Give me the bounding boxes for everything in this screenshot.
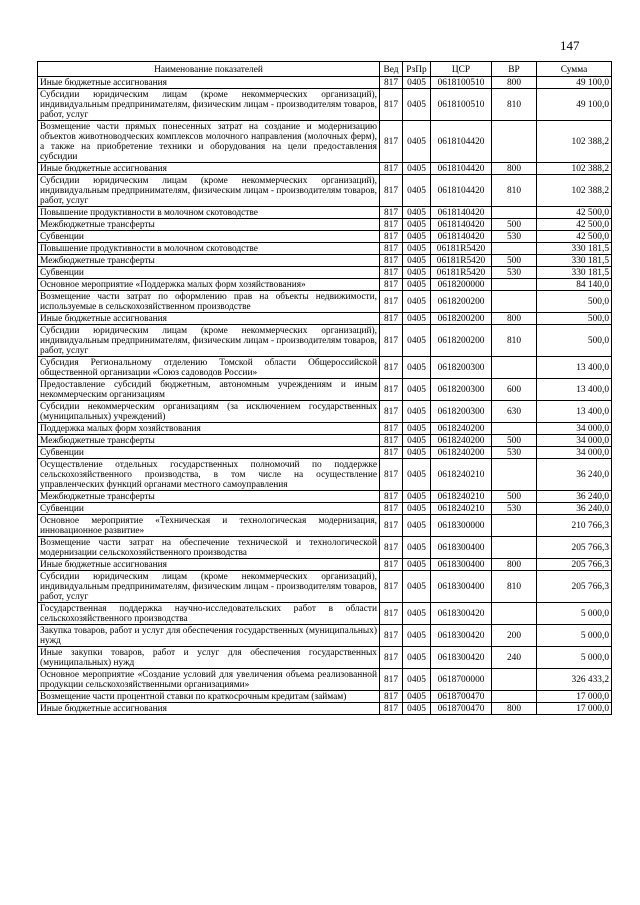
table-row	[38, 243, 612, 255]
cell-name: Межбюджетные трансферты	[38, 255, 380, 267]
cell-csr: 0618300000	[431, 515, 492, 537]
cell-ved: 817	[380, 267, 403, 279]
cell-csr: 0618200300	[431, 357, 492, 379]
cell-name: Возмещение части затрат на обеспечение технической и технологической модернизации сельскохозяйственного производства	[38, 537, 380, 559]
cell-sum: 34 000,0	[537, 435, 612, 447]
cell-vr: 200	[492, 625, 537, 647]
cell-name: Повышение продуктивности в молочном скотоводстве	[38, 207, 380, 219]
cell-vr	[492, 691, 537, 703]
cell-rzpr: 0405	[403, 267, 431, 279]
cell-sum: 36 240,0	[537, 459, 612, 491]
table-row	[38, 207, 612, 219]
cell-name: Межбюджетные трансферты	[38, 435, 380, 447]
table-row	[38, 219, 612, 231]
cell-name: Осуществление отдельных государственных полномочий по поддержке сельскохозяйственного производства, в том числе на осуществление управленческих функций органами местного самоуправления	[38, 459, 380, 491]
cell-rzpr: 0405	[403, 515, 431, 537]
table-row	[38, 435, 612, 447]
cell-csr: 0618700470	[431, 691, 492, 703]
cell-rzpr: 0405	[403, 401, 431, 423]
cell-ved: 817	[380, 515, 403, 537]
table-row	[38, 325, 612, 357]
cell-rzpr: 0405	[403, 537, 431, 559]
cell-csr: 06181R5420	[431, 255, 492, 267]
cell-csr: 0618200000	[431, 279, 492, 291]
cell-rzpr: 0405	[403, 379, 431, 401]
cell-sum: 42 500,0	[537, 219, 612, 231]
cell-ved: 817	[380, 325, 403, 357]
table-row	[38, 121, 612, 163]
cell-rzpr: 0405	[403, 625, 431, 647]
cell-sum: 42 500,0	[537, 231, 612, 243]
cell-vr: 530	[492, 267, 537, 279]
cell-ved: 817	[380, 313, 403, 325]
cell-rzpr: 0405	[403, 89, 431, 121]
cell-sum: 13 400,0	[537, 357, 612, 379]
cell-ved: 817	[380, 447, 403, 459]
cell-csr: 0618104420	[431, 163, 492, 175]
cell-csr: 0618300420	[431, 647, 492, 669]
table-row	[38, 603, 612, 625]
cell-csr: 0618200300	[431, 379, 492, 401]
cell-sum: 49 100,0	[537, 89, 612, 121]
cell-csr: 0618240210	[431, 459, 492, 491]
cell-name: Предоставление субсидий бюджетным, автономным учреждениям и иным некоммерческим организациям	[38, 379, 380, 401]
cell-csr: 0618240200	[431, 435, 492, 447]
cell-sum: 102 388,2	[537, 163, 612, 175]
cell-sum: 17 000,0	[537, 703, 612, 715]
budget-table	[37, 61, 612, 715]
table-row	[38, 291, 612, 313]
cell-sum: 36 240,0	[537, 491, 612, 503]
cell-name: Возмещение части затрат по оформлению прав на объекты недвижимости, используемые в сельскохозяйственном производстве	[38, 291, 380, 313]
table-row	[38, 491, 612, 503]
cell-name: Субсидии юридическим лицам (кроме некоммерческих организаций), индивидуальным предпринимателям, физическим лицам - производителям товаров, работ, услуг	[38, 571, 380, 603]
cell-vr	[492, 121, 537, 163]
cell-rzpr: 0405	[403, 703, 431, 715]
cell-csr: 0618300400	[431, 537, 492, 559]
cell-ved: 817	[380, 401, 403, 423]
cell-vr	[492, 423, 537, 435]
cell-sum: 17 000,0	[537, 691, 612, 703]
cell-sum: 13 400,0	[537, 379, 612, 401]
cell-csr: 0618100510	[431, 77, 492, 89]
cell-vr	[492, 515, 537, 537]
cell-name: Субсидии юридическим лицам (кроме некоммерческих организаций), индивидуальным предпринимателям, физическим лицам - производителям товаров, работ, услуг	[38, 89, 380, 121]
cell-ved: 817	[380, 255, 403, 267]
cell-name: Основное мероприятие «Техническая и технологическая модернизация, инновационное развитие»	[38, 515, 380, 537]
cell-ved: 817	[380, 423, 403, 435]
cell-ved: 817	[380, 207, 403, 219]
cell-name: Иные закупки товаров, работ и услуг для обеспечения государственных (муниципальных) нужд	[38, 647, 380, 669]
table-row	[38, 313, 612, 325]
cell-vr: 800	[492, 703, 537, 715]
cell-rzpr: 0405	[403, 571, 431, 603]
cell-rzpr: 0405	[403, 435, 431, 447]
cell-sum: 34 000,0	[537, 447, 612, 459]
table-row	[38, 625, 612, 647]
cell-sum: 102 388,2	[537, 121, 612, 163]
cell-csr: 0618300400	[431, 571, 492, 603]
cell-name: Иные бюджетные ассигнования	[38, 559, 380, 571]
cell-csr: 0618240200	[431, 447, 492, 459]
cell-ved: 817	[380, 163, 403, 175]
cell-vr: 810	[492, 175, 537, 207]
table-body	[38, 77, 612, 715]
cell-csr: 0618200200	[431, 313, 492, 325]
cell-vr: 800	[492, 163, 537, 175]
cell-csr: 0618200200	[431, 325, 492, 357]
cell-ved: 817	[380, 243, 403, 255]
cell-vr	[492, 459, 537, 491]
cell-rzpr: 0405	[403, 313, 431, 325]
cell-name: Межбюджетные трансферты	[38, 219, 380, 231]
cell-csr: 0618700000	[431, 669, 492, 691]
cell-rzpr: 0405	[403, 219, 431, 231]
cell-vr	[492, 603, 537, 625]
cell-sum: 5 000,0	[537, 647, 612, 669]
cell-name: Субвенции	[38, 503, 380, 515]
cell-rzpr: 0405	[403, 163, 431, 175]
cell-vr: 500	[492, 255, 537, 267]
cell-vr	[492, 669, 537, 691]
cell-ved: 817	[380, 625, 403, 647]
cell-sum: 205 766,3	[537, 571, 612, 603]
table-row	[38, 459, 612, 491]
cell-rzpr: 0405	[403, 243, 431, 255]
cell-vr: 800	[492, 77, 537, 89]
cell-name: Субсидия Региональному отделению Томской области Общероссийской общественной организации «Союз садоводов России»	[38, 357, 380, 379]
cell-sum: 500,0	[537, 313, 612, 325]
cell-csr: 06181R5420	[431, 243, 492, 255]
cell-rzpr: 0405	[403, 559, 431, 571]
cell-vr: 810	[492, 89, 537, 121]
cell-vr	[492, 243, 537, 255]
cell-ved: 817	[380, 121, 403, 163]
cell-ved: 817	[380, 279, 403, 291]
cell-vr: 800	[492, 313, 537, 325]
cell-ved: 817	[380, 571, 403, 603]
cell-name: Повышение продуктивности в молочном скотоводстве	[38, 243, 380, 255]
cell-vr: 810	[492, 325, 537, 357]
header-csr: ЦСР	[431, 62, 492, 77]
cell-rzpr: 0405	[403, 459, 431, 491]
table-row	[38, 559, 612, 571]
cell-ved: 817	[380, 459, 403, 491]
cell-name: Государственная поддержка научно-исследовательских работ в области сельскохозяйственного производства	[38, 603, 380, 625]
cell-vr: 530	[492, 231, 537, 243]
cell-vr: 530	[492, 503, 537, 515]
cell-name: Поддержка малых форм хозяйствования	[38, 423, 380, 435]
table-row	[38, 423, 612, 435]
cell-vr	[492, 357, 537, 379]
cell-sum: 326 433,2	[537, 669, 612, 691]
cell-ved: 817	[380, 603, 403, 625]
cell-rzpr: 0405	[403, 279, 431, 291]
cell-csr: 0618240210	[431, 491, 492, 503]
table-row	[38, 255, 612, 267]
cell-name: Основное мероприятие «Создание условий для увеличения объема реализованной продукции сельскохозяйственными организациями»	[38, 669, 380, 691]
cell-csr: 0618300400	[431, 559, 492, 571]
cell-vr: 810	[492, 571, 537, 603]
cell-csr: 0618700470	[431, 703, 492, 715]
cell-csr: 0618104420	[431, 121, 492, 163]
cell-vr: 500	[492, 435, 537, 447]
cell-name: Субвенции	[38, 447, 380, 459]
cell-csr: 0618200200	[431, 291, 492, 313]
cell-name: Субвенции	[38, 267, 380, 279]
cell-rzpr: 0405	[403, 175, 431, 207]
cell-csr: 0618104420	[431, 175, 492, 207]
table-row	[38, 89, 612, 121]
cell-rzpr: 0405	[403, 357, 431, 379]
cell-vr: 500	[492, 491, 537, 503]
cell-rzpr: 0405	[403, 325, 431, 357]
cell-vr: 500	[492, 219, 537, 231]
cell-rzpr: 0405	[403, 231, 431, 243]
cell-sum: 330 181,5	[537, 255, 612, 267]
cell-rzpr: 0405	[403, 207, 431, 219]
cell-sum: 49 100,0	[537, 77, 612, 89]
cell-ved: 817	[380, 219, 403, 231]
cell-ved: 817	[380, 491, 403, 503]
cell-rzpr: 0405	[403, 603, 431, 625]
cell-ved: 817	[380, 231, 403, 243]
cell-sum: 13 400,0	[537, 401, 612, 423]
cell-csr: 06181R5420	[431, 267, 492, 279]
table-row	[38, 447, 612, 459]
cell-vr: 240	[492, 647, 537, 669]
cell-ved: 817	[380, 691, 403, 703]
cell-sum: 500,0	[537, 291, 612, 313]
table-row	[38, 537, 612, 559]
cell-ved: 817	[380, 291, 403, 313]
cell-csr: 0618240200	[431, 423, 492, 435]
table-row	[38, 401, 612, 423]
cell-rzpr: 0405	[403, 647, 431, 669]
cell-name: Основное мероприятие «Поддержка малых форм хозяйствования»	[38, 279, 380, 291]
cell-sum: 210 766,3	[537, 515, 612, 537]
table-row	[38, 691, 612, 703]
cell-name: Иные бюджетные ассигнования	[38, 77, 380, 89]
cell-rzpr: 0405	[403, 121, 431, 163]
cell-name: Субсидии юридическим лицам (кроме некоммерческих организаций), индивидуальным предпринимателям, физическим лицам - производителям товаров, работ, услуг	[38, 325, 380, 357]
cell-sum: 330 181,5	[537, 267, 612, 279]
cell-csr: 0618240210	[431, 503, 492, 515]
cell-rzpr: 0405	[403, 77, 431, 89]
cell-vr	[492, 279, 537, 291]
cell-rzpr: 0405	[403, 669, 431, 691]
table-row	[38, 77, 612, 89]
table-row	[38, 571, 612, 603]
cell-ved: 817	[380, 89, 403, 121]
cell-csr: 0618140420	[431, 207, 492, 219]
cell-ved: 817	[380, 503, 403, 515]
cell-ved: 817	[380, 357, 403, 379]
cell-sum: 330 181,5	[537, 243, 612, 255]
cell-name: Закупка товаров, работ и услуг для обеспечения государственных (муниципальных) нужд	[38, 625, 380, 647]
cell-ved: 817	[380, 379, 403, 401]
cell-name: Возмещение части прямых понесенных затрат на создание и модернизацию объектов животноводческих комплексов молочного направления (молочных ферм), а также на приобретение техники и оборудования на цели предоставления субсидии	[38, 121, 380, 163]
cell-sum: 500,0	[537, 325, 612, 357]
header-name: Наименование показателей	[38, 62, 380, 77]
table-row	[38, 175, 612, 207]
cell-name: Межбюджетные трансферты	[38, 491, 380, 503]
cell-rzpr: 0405	[403, 291, 431, 313]
page-number: 147	[560, 38, 580, 53]
cell-sum: 5 000,0	[537, 625, 612, 647]
cell-sum: 5 000,0	[537, 603, 612, 625]
cell-ved: 817	[380, 175, 403, 207]
cell-vr	[492, 291, 537, 313]
cell-sum: 34 000,0	[537, 423, 612, 435]
table-row	[38, 379, 612, 401]
cell-sum: 205 766,3	[537, 559, 612, 571]
cell-ved: 817	[380, 537, 403, 559]
cell-rzpr: 0405	[403, 447, 431, 459]
cell-sum: 36 240,0	[537, 503, 612, 515]
table-row	[38, 163, 612, 175]
cell-vr	[492, 207, 537, 219]
table-row	[38, 357, 612, 379]
cell-vr	[492, 537, 537, 559]
cell-ved: 817	[380, 559, 403, 571]
cell-csr: 0618200300	[431, 401, 492, 423]
cell-name: Иные бюджетные ассигнования	[38, 313, 380, 325]
cell-name: Субсидии юридическим лицам (кроме некоммерческих организаций), индивидуальным предпринимателям, физическим лицам - производителям товаров, работ, услуг	[38, 175, 380, 207]
header-vr: ВР	[492, 62, 537, 77]
cell-ved: 817	[380, 647, 403, 669]
cell-sum: 102 388,2	[537, 175, 612, 207]
table-row	[38, 703, 612, 715]
cell-name: Иные бюджетные ассигнования	[38, 703, 380, 715]
table-row	[38, 647, 612, 669]
cell-name: Иные бюджетные ассигнования	[38, 163, 380, 175]
header-rzpr: РзПр	[403, 62, 431, 77]
cell-rzpr: 0405	[403, 255, 431, 267]
table-header-row	[38, 62, 612, 77]
cell-sum: 205 766,3	[537, 537, 612, 559]
cell-csr: 0618140420	[431, 231, 492, 243]
cell-ved: 817	[380, 669, 403, 691]
cell-sum: 42 500,0	[537, 207, 612, 219]
cell-vr: 600	[492, 379, 537, 401]
cell-ved: 817	[380, 703, 403, 715]
cell-rzpr: 0405	[403, 691, 431, 703]
header-sum: Сумма	[537, 62, 612, 77]
table-row	[38, 279, 612, 291]
header-ved: Вед	[380, 62, 403, 77]
cell-sum: 84 140,0	[537, 279, 612, 291]
cell-vr: 800	[492, 559, 537, 571]
cell-name: Субвенции	[38, 231, 380, 243]
cell-ved: 817	[380, 435, 403, 447]
cell-rzpr: 0405	[403, 423, 431, 435]
cell-vr: 530	[492, 447, 537, 459]
table-row	[38, 231, 612, 243]
cell-ved: 817	[380, 77, 403, 89]
cell-csr: 0618140420	[431, 219, 492, 231]
table-row	[38, 515, 612, 537]
cell-csr: 0618300420	[431, 625, 492, 647]
cell-vr: 630	[492, 401, 537, 423]
cell-name: Субсидии некоммерческим организациям (за исключением государственных (муниципальных) учреждений)	[38, 401, 380, 423]
cell-rzpr: 0405	[403, 503, 431, 515]
cell-csr: 0618300420	[431, 603, 492, 625]
cell-csr: 0618100510	[431, 89, 492, 121]
cell-rzpr: 0405	[403, 491, 431, 503]
table-row	[38, 669, 612, 691]
cell-name: Возмещение части процентной ставки по краткосрочным кредитам (займам)	[38, 691, 380, 703]
table-row	[38, 503, 612, 515]
table-row	[38, 267, 612, 279]
